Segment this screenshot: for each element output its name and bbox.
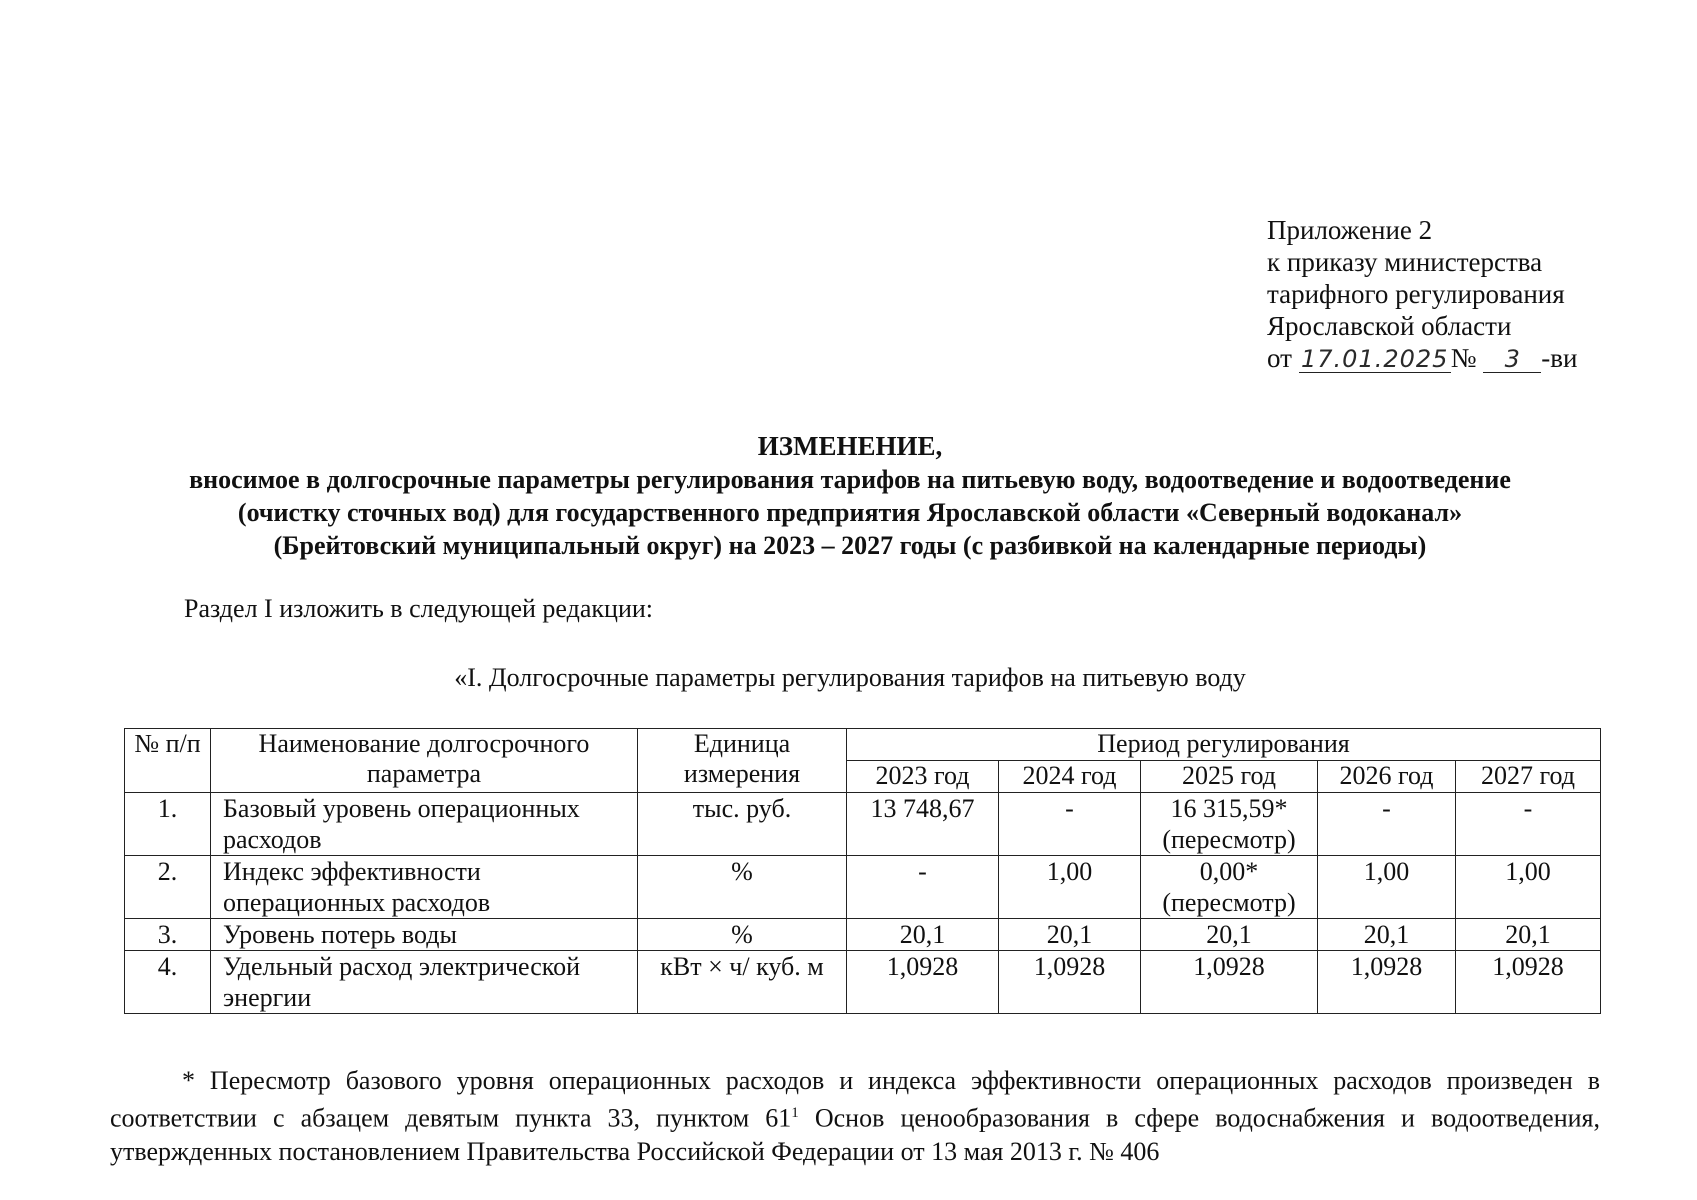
handwritten-date: 17.01.2025: [1299, 346, 1451, 373]
document-title: [110, 430, 1590, 562]
appendix-line-4: Ярославской области: [1267, 311, 1512, 341]
header-num: № п/п: [125, 729, 211, 793]
row-name: Уровень потерь воды: [211, 919, 638, 951]
row-value: 1,0928: [1141, 951, 1318, 1014]
row-value: 20,1: [1456, 919, 1601, 951]
row-value: 1,0928: [1456, 951, 1601, 1014]
number-sign: №: [1450, 343, 1477, 373]
appendix-line-2: к приказу министерства: [1267, 247, 1543, 277]
row-value: 1,00: [999, 856, 1141, 919]
title-line-3: (очистку сточных вод) для государственного предприятия Ярославской области «Северный водоканал»: [237, 498, 1463, 527]
table-header-row-1: [125, 729, 1601, 761]
row-value: 0,00* (пересмотр): [1141, 856, 1318, 919]
row-num: 4.: [125, 951, 211, 1014]
title-line-2: вносимое в долгосрочные параметры регулирования тарифов на питьевую воду, водоотведение и водоотведение: [189, 465, 1511, 494]
row-value: 20,1: [999, 919, 1141, 951]
row-value: 1,0928: [1318, 951, 1456, 1014]
row-value: 20,1: [847, 919, 999, 951]
parameters-table: [124, 728, 1601, 1014]
row-value: 1,00: [1456, 856, 1601, 919]
header-name: Наименование долгосрочного параметра: [211, 729, 638, 793]
row-name: Удельный расход электрической энергии: [211, 951, 638, 1014]
number-suffix: -ви: [1541, 343, 1578, 373]
appendix-block: [1267, 214, 1577, 374]
header-unit: Единица измерения: [638, 729, 847, 793]
row-unit: тыс. руб.: [638, 793, 847, 856]
table-row: [125, 919, 1601, 951]
section-title: «I. Долгосрочные параметры регулирования тарифов на питьевую воду: [454, 663, 1246, 692]
header-year: 2023 год: [847, 761, 999, 793]
header-period: Период регулирования: [847, 729, 1601, 761]
row-value: 20,1: [1318, 919, 1456, 951]
row-unit: %: [638, 919, 847, 951]
footnote-text: [110, 1064, 1600, 1168]
header-year: 2026 год: [1318, 761, 1456, 793]
row-value: -: [999, 793, 1141, 856]
row-value: -: [847, 856, 999, 919]
footnote-part-2: Основ ценообразования в сфере водоснабжения и водоотведения, утвержденных постановлением Правительства Российской Федерации от 13 мая 2013 г. № 406: [110, 1103, 1600, 1166]
from-prefix: от: [1267, 343, 1292, 373]
row-value: 16 315,59* (пересмотр): [1141, 793, 1318, 856]
appendix-line-3: тарифного регулирования: [1267, 279, 1565, 309]
title-line-4: (Брейтовский муниципальный округ) на 2023 – 2027 годы (с разбивкой на календарные периоды): [273, 531, 1427, 560]
row-name: Индекс эффективности операционных расходов: [211, 856, 638, 919]
row-num: 2.: [125, 856, 211, 919]
row-value: -: [1318, 793, 1456, 856]
table-row: [125, 856, 1601, 919]
header-year: 2024 год: [999, 761, 1141, 793]
row-value: 1,00: [1318, 856, 1456, 919]
handwritten-number: 3: [1483, 346, 1541, 373]
intro-text: Раздел I изложить в следующей редакции:: [184, 594, 653, 623]
row-value: 1,0928: [999, 951, 1141, 1014]
footnote: [110, 1064, 1600, 1168]
title-main: ИЗМЕНЕНИЕ,: [757, 431, 943, 461]
header-year: 2027 год: [1456, 761, 1601, 793]
row-value: 1,0928: [847, 951, 999, 1014]
row-unit: кВт × ч/ куб. м: [638, 951, 847, 1014]
row-unit: %: [638, 856, 847, 919]
row-value: 20,1: [1141, 919, 1318, 951]
row-value: -: [1456, 793, 1601, 856]
header-year: 2025 год: [1141, 761, 1318, 793]
row-name: Базовый уровень операционных расходов: [211, 793, 638, 856]
row-value: 13 748,67: [847, 793, 999, 856]
footnote-superscript: 1: [791, 1105, 799, 1121]
row-num: 3.: [125, 919, 211, 951]
table-row: [125, 793, 1601, 856]
table-row: [125, 951, 1601, 1014]
row-num: 1.: [125, 793, 211, 856]
footnote-part-1: * Пересмотр базового уровня операционных расходов и индекса эффективности операционных расходов произведен в соответствии с абзацем девятым пункта 33, пунктом 61: [110, 1066, 1600, 1133]
appendix-order-line: [1267, 342, 1577, 374]
appendix-line-1: Приложение 2: [1267, 215, 1433, 245]
